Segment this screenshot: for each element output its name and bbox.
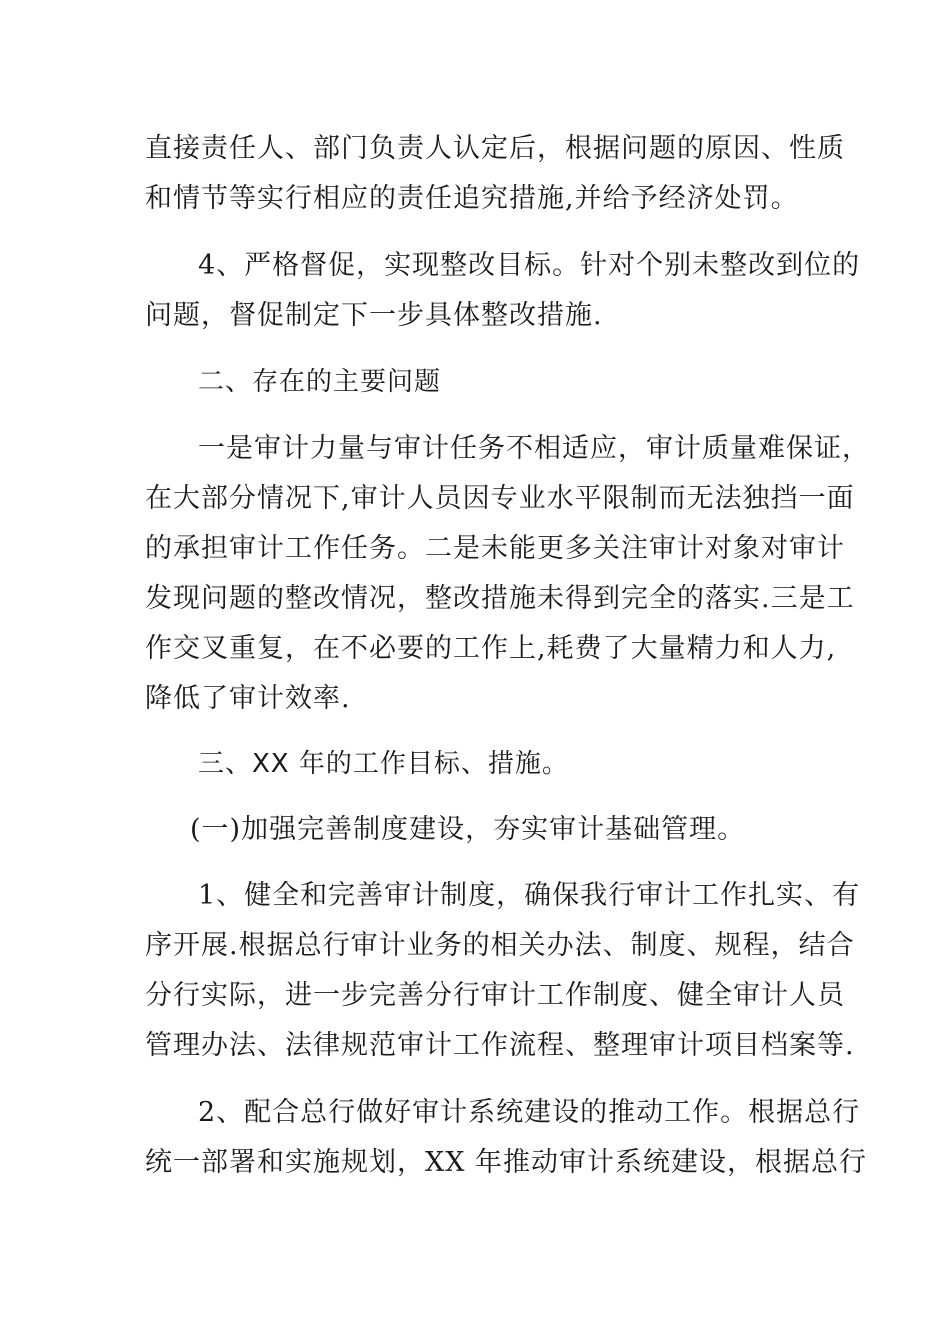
text-line: 分行实际，进一步完善分行审计工作制度、健全审计人员 — [145, 980, 845, 1011]
text-line: 问题，督促制定下一步具体整改措施. — [145, 300, 603, 331]
text-line: 一是审计力量与审计任务不相适应，审计质量难保证， — [198, 433, 870, 464]
subsection-heading: (一)加强完善制度建设，夯实审计基础管理。 — [190, 814, 746, 845]
text-line: 管理办法、法律规范审计工作流程、整理审计项目档案等. — [145, 1030, 855, 1061]
text-line: 统一部署和实施规划，XX 年推动审计系统建设，根据总行 — [145, 1147, 868, 1178]
section-heading: 二、存在的主要问题 — [198, 367, 442, 397]
text-line: 序开展.根据总行审计业务的相关办法、制度、规程，结合 — [145, 930, 855, 961]
section-heading: 三、XX 年的工作目标、措施。 — [198, 749, 569, 779]
text-line: 1、健全和完善审计制度，确保我行审计工作扎实、有 — [198, 880, 861, 911]
text-line: 降低了审计效率. — [145, 683, 351, 714]
text-line: 直接责任人、部门负责人认定后，根据问题的原因、性质 — [145, 133, 845, 164]
text-line: 2、配合总行做好审计系统建设的推动工作。根据总行 — [198, 1097, 861, 1128]
text-line: 发现问题的整改情况，整改措施未得到完全的落实.三是工 — [145, 583, 855, 614]
text-line: 和情节等实行相应的责任追究措施,并给予经济处罚。 — [145, 183, 799, 214]
text-line: 4、严格督促，实现整改目标。针对个别未整改到位的 — [198, 250, 861, 281]
text-line: 在大部分情况下,审计人员因专业水平限制而无法独挡一面 — [145, 483, 855, 514]
text-line: 的承担审计工作任务。二是未能更多关注审计对象对审计 — [145, 533, 845, 564]
text-line: 作交叉重复，在不必要的工作上,耗费了大量精力和人力, — [145, 633, 837, 664]
